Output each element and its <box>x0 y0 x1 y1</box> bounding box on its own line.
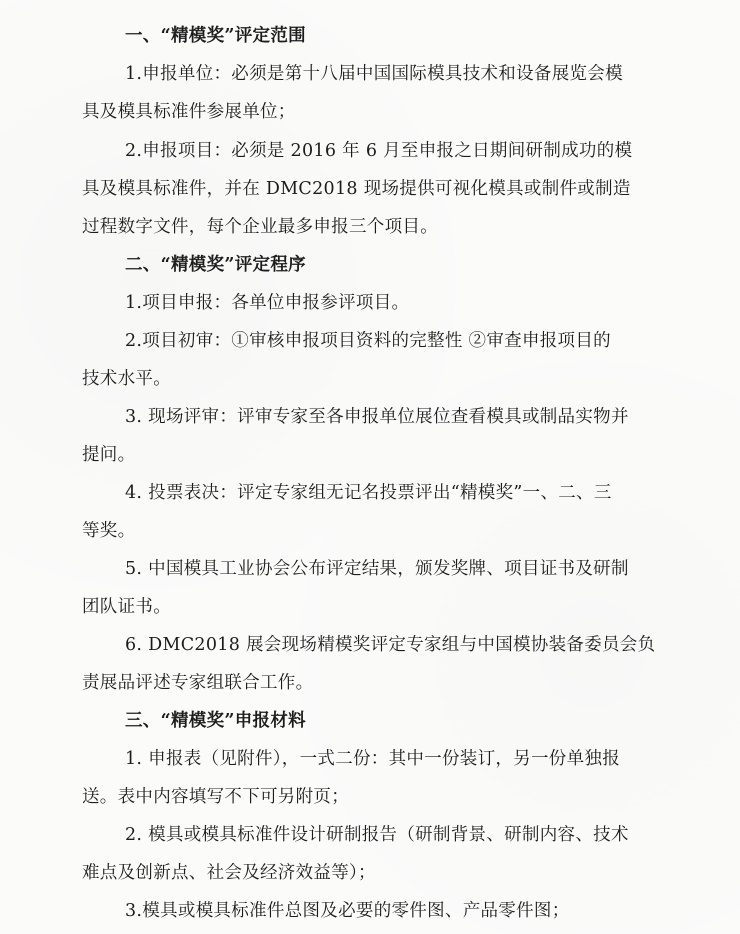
paragraph-line: 过程数字文件，每个企业最多申报三个项目。 <box>82 217 438 237</box>
section-heading-scope: 一、“精模奖”评定范围 <box>125 26 306 46</box>
paragraph-line: 1.申报单位：必须是第十八届中国国际模具技术和设备展览会模 <box>125 64 623 84</box>
paragraph-line: 2. 模具或模具标准件设计研制报告（研制背景、研制内容、技术 <box>125 825 629 845</box>
paragraph-line: 1.项目申报：各单位申报参评项目。 <box>125 293 410 313</box>
paragraph-line: 6. DMC2018 展会现场精模奖评定专家组与中国模协装备委员会负 <box>125 635 656 655</box>
section-heading-materials: 三、“精模奖”申报材料 <box>125 711 306 731</box>
paragraph-line: 具及模具标准件，并在 DMC2018 现场提供可视化模具或制件或制造 <box>82 179 631 199</box>
paragraph-line: 3.模具或模具标准件总图及必要的零件图、产品零件图； <box>125 901 570 921</box>
paragraph-line: 3. 现场评审：评审专家至各申报单位展位查看模具或制品实物并 <box>125 407 629 427</box>
paragraph-line: 具及模具标准件参展单位； <box>82 102 296 122</box>
paragraph-line: 送。表中内容填写不下可另附页； <box>82 787 349 807</box>
paragraph-line: 5. 中国模具工业协会公布评定结果，颁发奖牌、项目证书及研制 <box>125 559 629 579</box>
paragraph-line: 等奖。 <box>82 521 136 541</box>
paragraph-line: 责展品评述专家组联合工作。 <box>82 673 314 693</box>
section-heading-procedure: 二、“精模奖”评定程序 <box>125 255 306 275</box>
paragraph-line: 2.项目初审：①审核申报项目资料的完整性 ②审查申报项目的 <box>125 331 611 351</box>
paragraph-line: 1. 申报表（见附件），一式二份：其中一份装订，另一份单独报 <box>125 749 621 769</box>
paragraph-line: 技术水平。 <box>82 369 171 389</box>
paragraph-line: 4. 投票表决：评定专家组无记名投票评出“精模奖”一、二、三 <box>125 483 612 503</box>
paragraph-line: 团队证书。 <box>82 597 171 617</box>
paragraph-line: 提问。 <box>82 445 136 465</box>
paragraph-line: 难点及创新点、社会及经济效益等）； <box>82 863 376 883</box>
paragraph-line: 2.申报项目：必须是 2016 年 6 月至申报之日期间研制成功的模 <box>125 141 633 161</box>
